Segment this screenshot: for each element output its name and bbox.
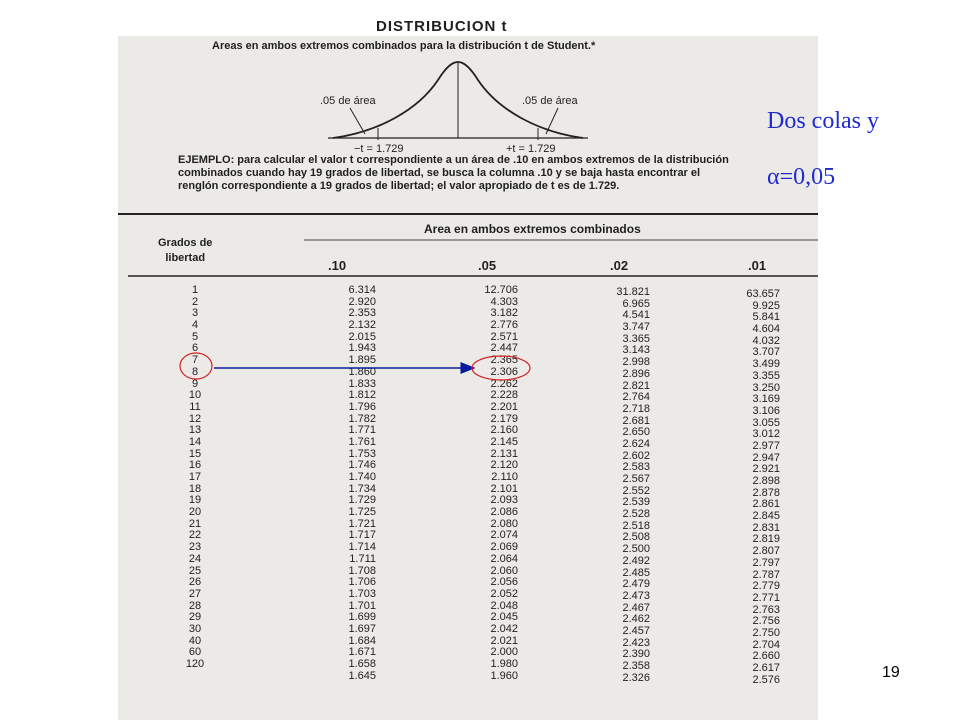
table-cell: 17 [188, 471, 202, 483]
table-cell: 1.771 [348, 424, 376, 437]
table-cell: 2.467 [622, 601, 650, 614]
table-cell: 2.080 [490, 517, 518, 530]
table-cell: 2.624 [622, 437, 650, 450]
table-cell: 2.500 [622, 543, 650, 556]
table-cell: 4.541 [622, 309, 650, 322]
table-cell: 2.998 [622, 356, 650, 369]
col-header-05: .05 [478, 258, 497, 273]
table-cell: 2.179 [490, 412, 518, 425]
table-cell: 18 [188, 482, 202, 495]
table-cell: 2.228 [490, 389, 518, 402]
table-cell: 21 [188, 517, 202, 530]
table-cell: 3.182 [490, 307, 518, 320]
table-cell: 11 [189, 400, 201, 413]
table-cell: 2.518 [622, 519, 650, 532]
table-cell: 2.423 [622, 636, 650, 649]
annotation-line1: Dos colas y [767, 108, 879, 134]
table-cell: 2.508 [622, 531, 650, 544]
df-header-line2: libertad [165, 252, 206, 264]
table-cell: 1.708 [348, 564, 376, 577]
table-cell: 3.012 [752, 428, 780, 441]
table-cell: 2.576 [752, 673, 780, 686]
table-cell: 1.796 [348, 400, 376, 413]
table-cell: 2.201 [490, 400, 518, 413]
table-cell: 40 [188, 634, 202, 647]
table-cell: 14 [188, 435, 202, 448]
table-cell: 2.353 [348, 307, 376, 320]
table-cell: 2.390 [622, 648, 650, 661]
table-cell: 4.303 [490, 295, 518, 308]
table-cell: 2.056 [490, 576, 518, 589]
left-area-label: .05 de área [320, 95, 376, 107]
table-cell: 1.714 [348, 541, 376, 554]
table-cell: 2.898 [752, 475, 780, 487]
table-cell: 2.750 [752, 626, 780, 639]
table-cell: 1.697 [348, 622, 376, 635]
scanned-t-table [118, 0, 818, 720]
right-t-label: +t = 1.729 [506, 143, 556, 155]
table-cell: 2.764 [622, 391, 650, 404]
table-cell: 2.896 [622, 367, 650, 380]
df-column [180, 285, 210, 671]
table-cell: 2.947 [752, 451, 780, 464]
distribution-title: DISTRIBUCION t [376, 18, 508, 35]
table-cell: 2.571 [490, 330, 518, 343]
table-cell: 2.358 [622, 660, 650, 672]
table-cell: 13 [188, 424, 202, 437]
table-cell: 2.681 [622, 414, 650, 427]
table-cell: 31.821 [616, 286, 650, 298]
table-cell: 3.106 [752, 404, 780, 417]
table-cell: 6.314 [348, 284, 376, 296]
table-cell: 2.479 [622, 578, 650, 591]
table-cell: 2.015 [348, 330, 376, 343]
table-cell: 12 [188, 412, 202, 425]
table-cell: 2.756 [752, 615, 780, 628]
table-cell: 2.819 [752, 533, 780, 546]
table-cell: 1.812 [348, 389, 376, 402]
table-cell: 1.740 [348, 471, 376, 483]
table-cell: 2.552 [622, 484, 650, 497]
example-text: para calcular el valor t correspondiente a un área de .10 en ambos extremos de la distribución combinados cuando hay 19 grados de libertad, se busca la columna .10 y se baja hasta encontrar el renglón correspondiente a 19 grados de libertad; el valor apropiado de t es de 1.729. [178, 154, 729, 192]
table-cell: 2.602 [622, 449, 650, 462]
table-cell: 3.355 [752, 369, 780, 382]
table-cell: 2.064 [490, 552, 518, 565]
right-area-label: .05 de área [522, 95, 578, 107]
page-number: 19 [882, 664, 900, 681]
table-cell: 7 [191, 354, 199, 367]
table-cell: 2.052 [490, 587, 518, 600]
table-cell: 1.711 [349, 552, 376, 565]
table-cell: 1.746 [348, 459, 376, 472]
table-cell: 3.707 [752, 346, 780, 359]
table-cell: 20 [188, 506, 202, 519]
table-cell: 1.701 [348, 599, 376, 612]
table-cell: 3.365 [622, 332, 650, 345]
table-cell: 1.658 [348, 658, 376, 670]
table-cell: 2.045 [490, 611, 518, 624]
table-cell: 3.747 [622, 321, 650, 334]
table-cell: 2.779 [752, 580, 780, 593]
table-cell: 1.729 [348, 494, 376, 507]
table-cell: 9 [191, 377, 199, 390]
table-cell: 1.684 [348, 634, 376, 647]
table-cell: 3.499 [752, 358, 780, 371]
column-10 [326, 285, 376, 682]
table-cell: 2.000 [490, 646, 518, 659]
table-cell: 12.706 [484, 284, 518, 296]
left-t-label: −t = 1.729 [354, 143, 404, 155]
table-cell: 4.604 [752, 323, 780, 336]
table-cell: 4 [191, 319, 199, 332]
table-cell: 2.462 [622, 613, 650, 626]
table-cell: 1.782 [348, 412, 376, 425]
table-cell: 1.717 [348, 529, 376, 542]
table-cell: 63.657 [746, 288, 780, 300]
table-cell: 2.787 [752, 568, 780, 581]
table-cell: 6 [191, 342, 199, 355]
table-cell: 2.042 [490, 622, 518, 635]
table-cell: 1.960 [490, 669, 518, 682]
table-cell: 16 [188, 459, 202, 472]
annotation-line2: α=0,05 [767, 164, 836, 190]
table-cell: 2.365 [490, 354, 518, 367]
table-cell: 2.528 [622, 508, 650, 521]
table-cell: 2.048 [490, 599, 518, 612]
table-cell: 2.145 [490, 435, 518, 448]
table-cell: 1.734 [348, 482, 376, 495]
table-cell: 26 [188, 576, 202, 589]
table-cell: 2.861 [752, 498, 780, 511]
table-cell: 2.878 [752, 486, 780, 499]
table-cell: 2.921 [752, 463, 780, 476]
table-cell: 1.753 [348, 447, 376, 460]
table-cell: 1.721 [348, 517, 376, 530]
table-cell: 2.821 [622, 379, 650, 392]
table-cell: 2.617 [752, 662, 780, 674]
area-header: Area en ambos extremos combinados [424, 222, 641, 236]
table-cell: 27 [188, 587, 202, 600]
table-cell: 2.074 [490, 529, 518, 542]
table-cell: 2.120 [490, 459, 518, 472]
table-cell: 2.160 [490, 424, 518, 437]
table-cell: 2.306 [490, 365, 518, 378]
table-cell: 1.860 [348, 365, 376, 378]
table-cell: 15 [188, 447, 202, 460]
table-cell: 2.060 [490, 564, 518, 577]
table-cell: 2.086 [490, 506, 518, 519]
col-header-10: .10 [328, 258, 347, 273]
table-cell: 2.718 [622, 402, 650, 415]
table-cell: 22 [188, 529, 202, 542]
table-cell: 23 [188, 541, 202, 554]
table-cell: 2.831 [752, 521, 780, 534]
table-cell: 2.660 [752, 650, 780, 663]
table-cell: 3.055 [752, 416, 780, 429]
df-header-line1: Grados de [158, 237, 213, 249]
table-cell: 2.447 [490, 342, 518, 355]
table-cell: 2.977 [752, 439, 780, 452]
distribution-subtitle: Areas en ambos extremos combinados para la distribución t de Student.* [212, 40, 596, 52]
table-cell: 1.980 [490, 658, 518, 670]
table-cell: 1.699 [348, 611, 376, 624]
degrees-of-freedom-header [158, 236, 212, 266]
table-cell: 3 [191, 307, 199, 320]
col-header-01: .01 [748, 258, 767, 273]
table-cell: 1.761 [348, 435, 376, 448]
table-cell: 28 [188, 599, 202, 612]
table-cell: 1.725 [348, 506, 376, 519]
table-cell: 2.797 [752, 556, 780, 569]
table-cell: 29 [188, 611, 202, 624]
table-cell: 2 [191, 295, 199, 308]
table-cell: 2.110 [491, 471, 518, 483]
table-cell: 2.473 [622, 589, 650, 602]
table-cell: 1 [191, 284, 199, 296]
table-cell: 5.841 [752, 311, 780, 324]
table-cell: 2.262 [490, 377, 518, 390]
table-cell: 2.492 [622, 554, 650, 567]
table-cell: 60 [188, 646, 202, 659]
table-cell: 2.326 [622, 671, 650, 684]
table-cell: 2.771 [752, 591, 780, 604]
table-cell: 24 [188, 552, 202, 565]
table-cell: 3.169 [752, 393, 780, 406]
table-cell: 2.920 [348, 295, 376, 308]
table-cell: 4.032 [752, 334, 780, 347]
table-cell: 2.131 [490, 447, 518, 460]
table-cell: 2.704 [752, 638, 780, 651]
table-cell: 1.833 [348, 377, 376, 390]
table-cell: 1.645 [348, 669, 376, 682]
table-cell: 25 [188, 564, 202, 577]
table-cell: 2.485 [622, 566, 650, 579]
table-cell: 2.539 [622, 496, 650, 509]
table-cell: 6.965 [622, 297, 650, 310]
table-cell: 120 [185, 658, 205, 670]
column-01 [730, 289, 780, 686]
table-cell: 19 [188, 494, 202, 507]
table-cell: 2.583 [622, 461, 650, 474]
table-cell: 2.845 [752, 510, 780, 523]
table-cell: 8 [191, 365, 199, 378]
example-label: EJEMPLO: [178, 154, 235, 166]
col-header-02: .02 [610, 258, 629, 273]
table-cell: 1.895 [348, 354, 376, 367]
table-cell: 30 [188, 622, 202, 635]
table-cell: 1.671 [348, 646, 376, 659]
table-cell: 2.457 [622, 624, 650, 637]
column-05 [468, 285, 518, 682]
table-cell: 2.763 [752, 603, 780, 616]
table-cell: 1.706 [348, 576, 376, 589]
table-cell: 10 [188, 389, 202, 402]
table-cell: 2.021 [490, 634, 518, 647]
table-cell: 2.807 [752, 545, 780, 558]
table-cell: 1.703 [348, 587, 376, 600]
table-cell: 2.069 [490, 541, 518, 554]
table-cell: 2.567 [622, 473, 650, 485]
table-cell: 3.250 [752, 381, 780, 394]
table-cell: 5 [191, 330, 199, 343]
table-cell: 2.093 [490, 494, 518, 507]
table-cell: 1.943 [348, 342, 376, 355]
table-cell: 2.776 [490, 319, 518, 332]
table-cell: 2.132 [348, 319, 376, 332]
table-cell: 2.101 [490, 482, 518, 495]
column-02 [600, 287, 650, 684]
table-cell: 3.143 [622, 344, 650, 357]
table-cell: 2.650 [622, 426, 650, 439]
table-cell: 9.925 [752, 299, 780, 312]
